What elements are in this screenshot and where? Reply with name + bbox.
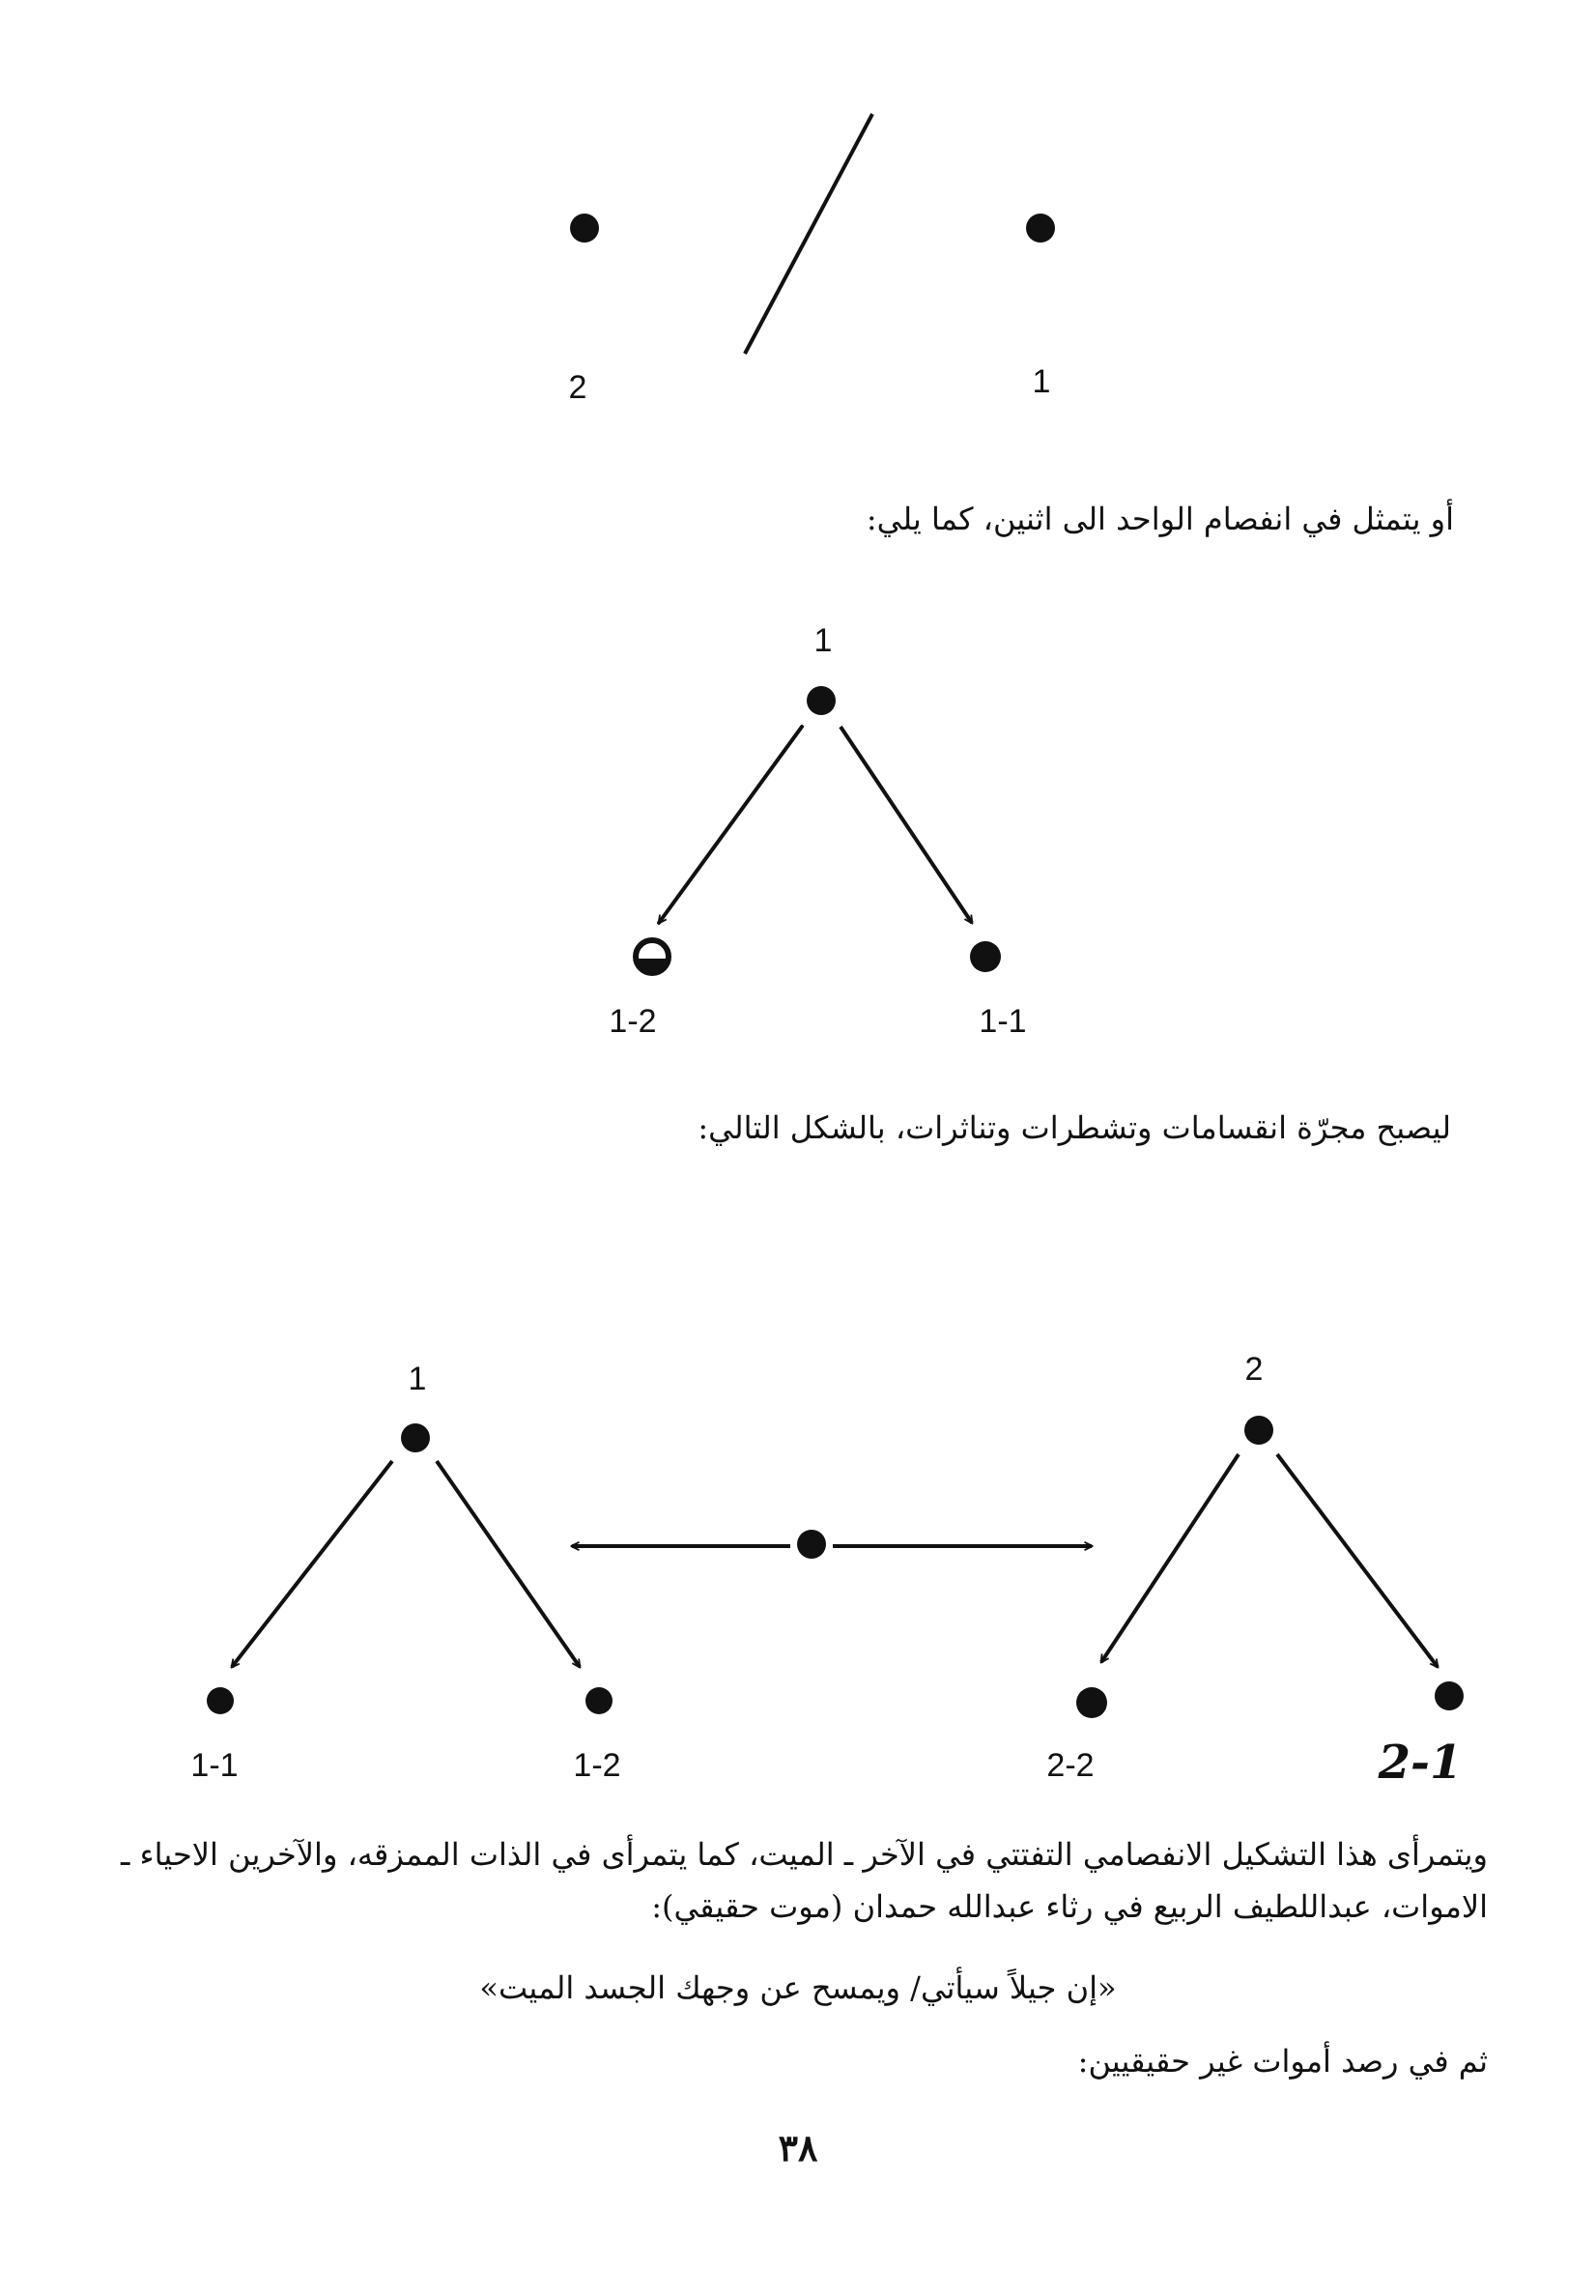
quote: «إن جيلاً سيأتي/ ويمسح عن وجهك الجسد الميت» [479, 1969, 1117, 2006]
figure1-label-right: 1 [1032, 363, 1051, 400]
paragraph-4: ثم في رصد أموات غير حقيقيين: [1077, 2043, 1488, 2080]
point-2 [570, 214, 599, 243]
page-number: ٣٨ [778, 2126, 818, 2169]
figure-separation [0, 97, 1596, 416]
point-1-1 [970, 941, 1001, 972]
figure2-label-top: 1 [813, 622, 833, 659]
paragraph-3: ويتمرأى هذا التشكيل الانفصامي التفتتي في الآخر ـ الميت، كما يتمرأى في الذات الممزقه، والآخرين الاحياء ـ الاموات، عبداللطيف الربيع في رثاء عبدالله حمدان (موت حقيقي): [121, 1836, 1488, 1925]
point-right-root [1244, 1416, 1273, 1445]
paragraph-2: ليصبح مجرّة انقسامات وتشطرات وتناثرات، بالشكل التالي: [698, 1109, 1451, 1146]
point-left-root [401, 1423, 430, 1452]
figure3-left-br: 1-2 [573, 1747, 621, 1784]
figure3-left-top: 1 [408, 1361, 427, 1397]
figure2-label-left: 1-2 [609, 1003, 657, 1040]
point-1-2b [585, 1687, 613, 1714]
separator-line [745, 114, 872, 354]
point-1 [1026, 214, 1055, 243]
point-2-1 [1435, 1681, 1464, 1710]
figure3-left-bl: 1-1 [190, 1747, 239, 1784]
paragraph-1: أو يتمثل في انفصام الواحد الى اثنين، كما يلي: [866, 501, 1454, 537]
arrow-to-1-2 [659, 727, 802, 923]
figure3-right-br: 2-1 [1378, 1736, 1463, 1790]
point-center [797, 1530, 826, 1559]
point-root-1 [807, 686, 836, 715]
figure-split [0, 599, 1596, 1053]
arrow-right-to-2-2 [1101, 1454, 1239, 1662]
figure-galaxy [0, 1334, 1596, 1790]
figure3-right-bl: 2-2 [1046, 1747, 1095, 1784]
figure1-label-left: 2 [568, 369, 587, 406]
figure3-right-top: 2 [1244, 1351, 1264, 1388]
arrow-left-to-1-2 [437, 1461, 580, 1667]
arrow-left-to-1-1 [232, 1461, 392, 1667]
arrow-to-1-1 [841, 727, 972, 923]
point-2-2 [1076, 1687, 1107, 1718]
figure2-label-right: 1-1 [979, 1003, 1027, 1040]
arrow-right-to-2-1 [1277, 1454, 1438, 1667]
point-1-1b [207, 1687, 234, 1714]
